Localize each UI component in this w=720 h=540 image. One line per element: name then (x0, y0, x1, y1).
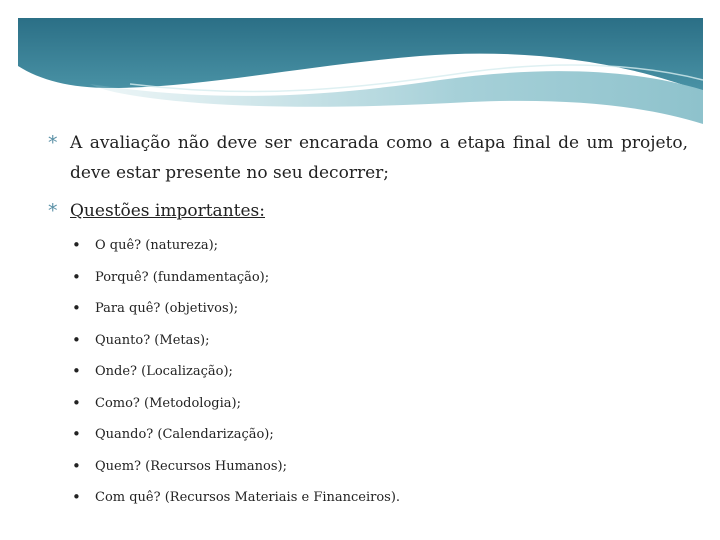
bullet-dot-icon: • (72, 362, 81, 380)
list-item: • Com quê? (Recursos Materiais e Financeiros). (70, 482, 688, 514)
bullet-dot-icon: • (72, 488, 81, 506)
list-item: • Para quê? (objetivos); (70, 293, 688, 325)
list-item: • Quem? (Recursos Humanos); (70, 451, 688, 483)
list-item: • Quanto? (Metas); (70, 325, 688, 357)
asterisk-icon: * (48, 132, 58, 154)
list-item: • Onde? (Localização); (70, 356, 688, 388)
bullet-questions (48, 196, 688, 226)
bullet-text: Questões importantes: (70, 201, 265, 221)
questions-list (48, 230, 688, 514)
bullet-dot-icon: • (72, 456, 81, 475)
bullet-evaluation (48, 128, 688, 188)
header-wave-banner (0, 0, 720, 130)
asterisk-icon: * (48, 200, 58, 222)
bullet-dot-icon: • (72, 425, 81, 443)
list-item: • O quê? (natureza); (70, 230, 688, 262)
bullet-dot-icon: • (72, 330, 81, 349)
bullet-dot-icon: • (72, 299, 81, 317)
bullet-text: A avaliação não deve ser encarada como a etapa final de um projeto, deve estar presente no seu decorrer; (70, 133, 688, 183)
bullet-dot-icon: • (72, 267, 81, 286)
bullet-dot-icon: • (72, 236, 81, 254)
list-item: • Quando? (Calendarização); (70, 419, 688, 451)
content-area (48, 128, 688, 514)
list-item: • Porquê? (fundamentação); (70, 262, 688, 294)
bullet-dot-icon: • (72, 393, 81, 412)
list-item: • Como? (Metodologia); (70, 388, 688, 420)
